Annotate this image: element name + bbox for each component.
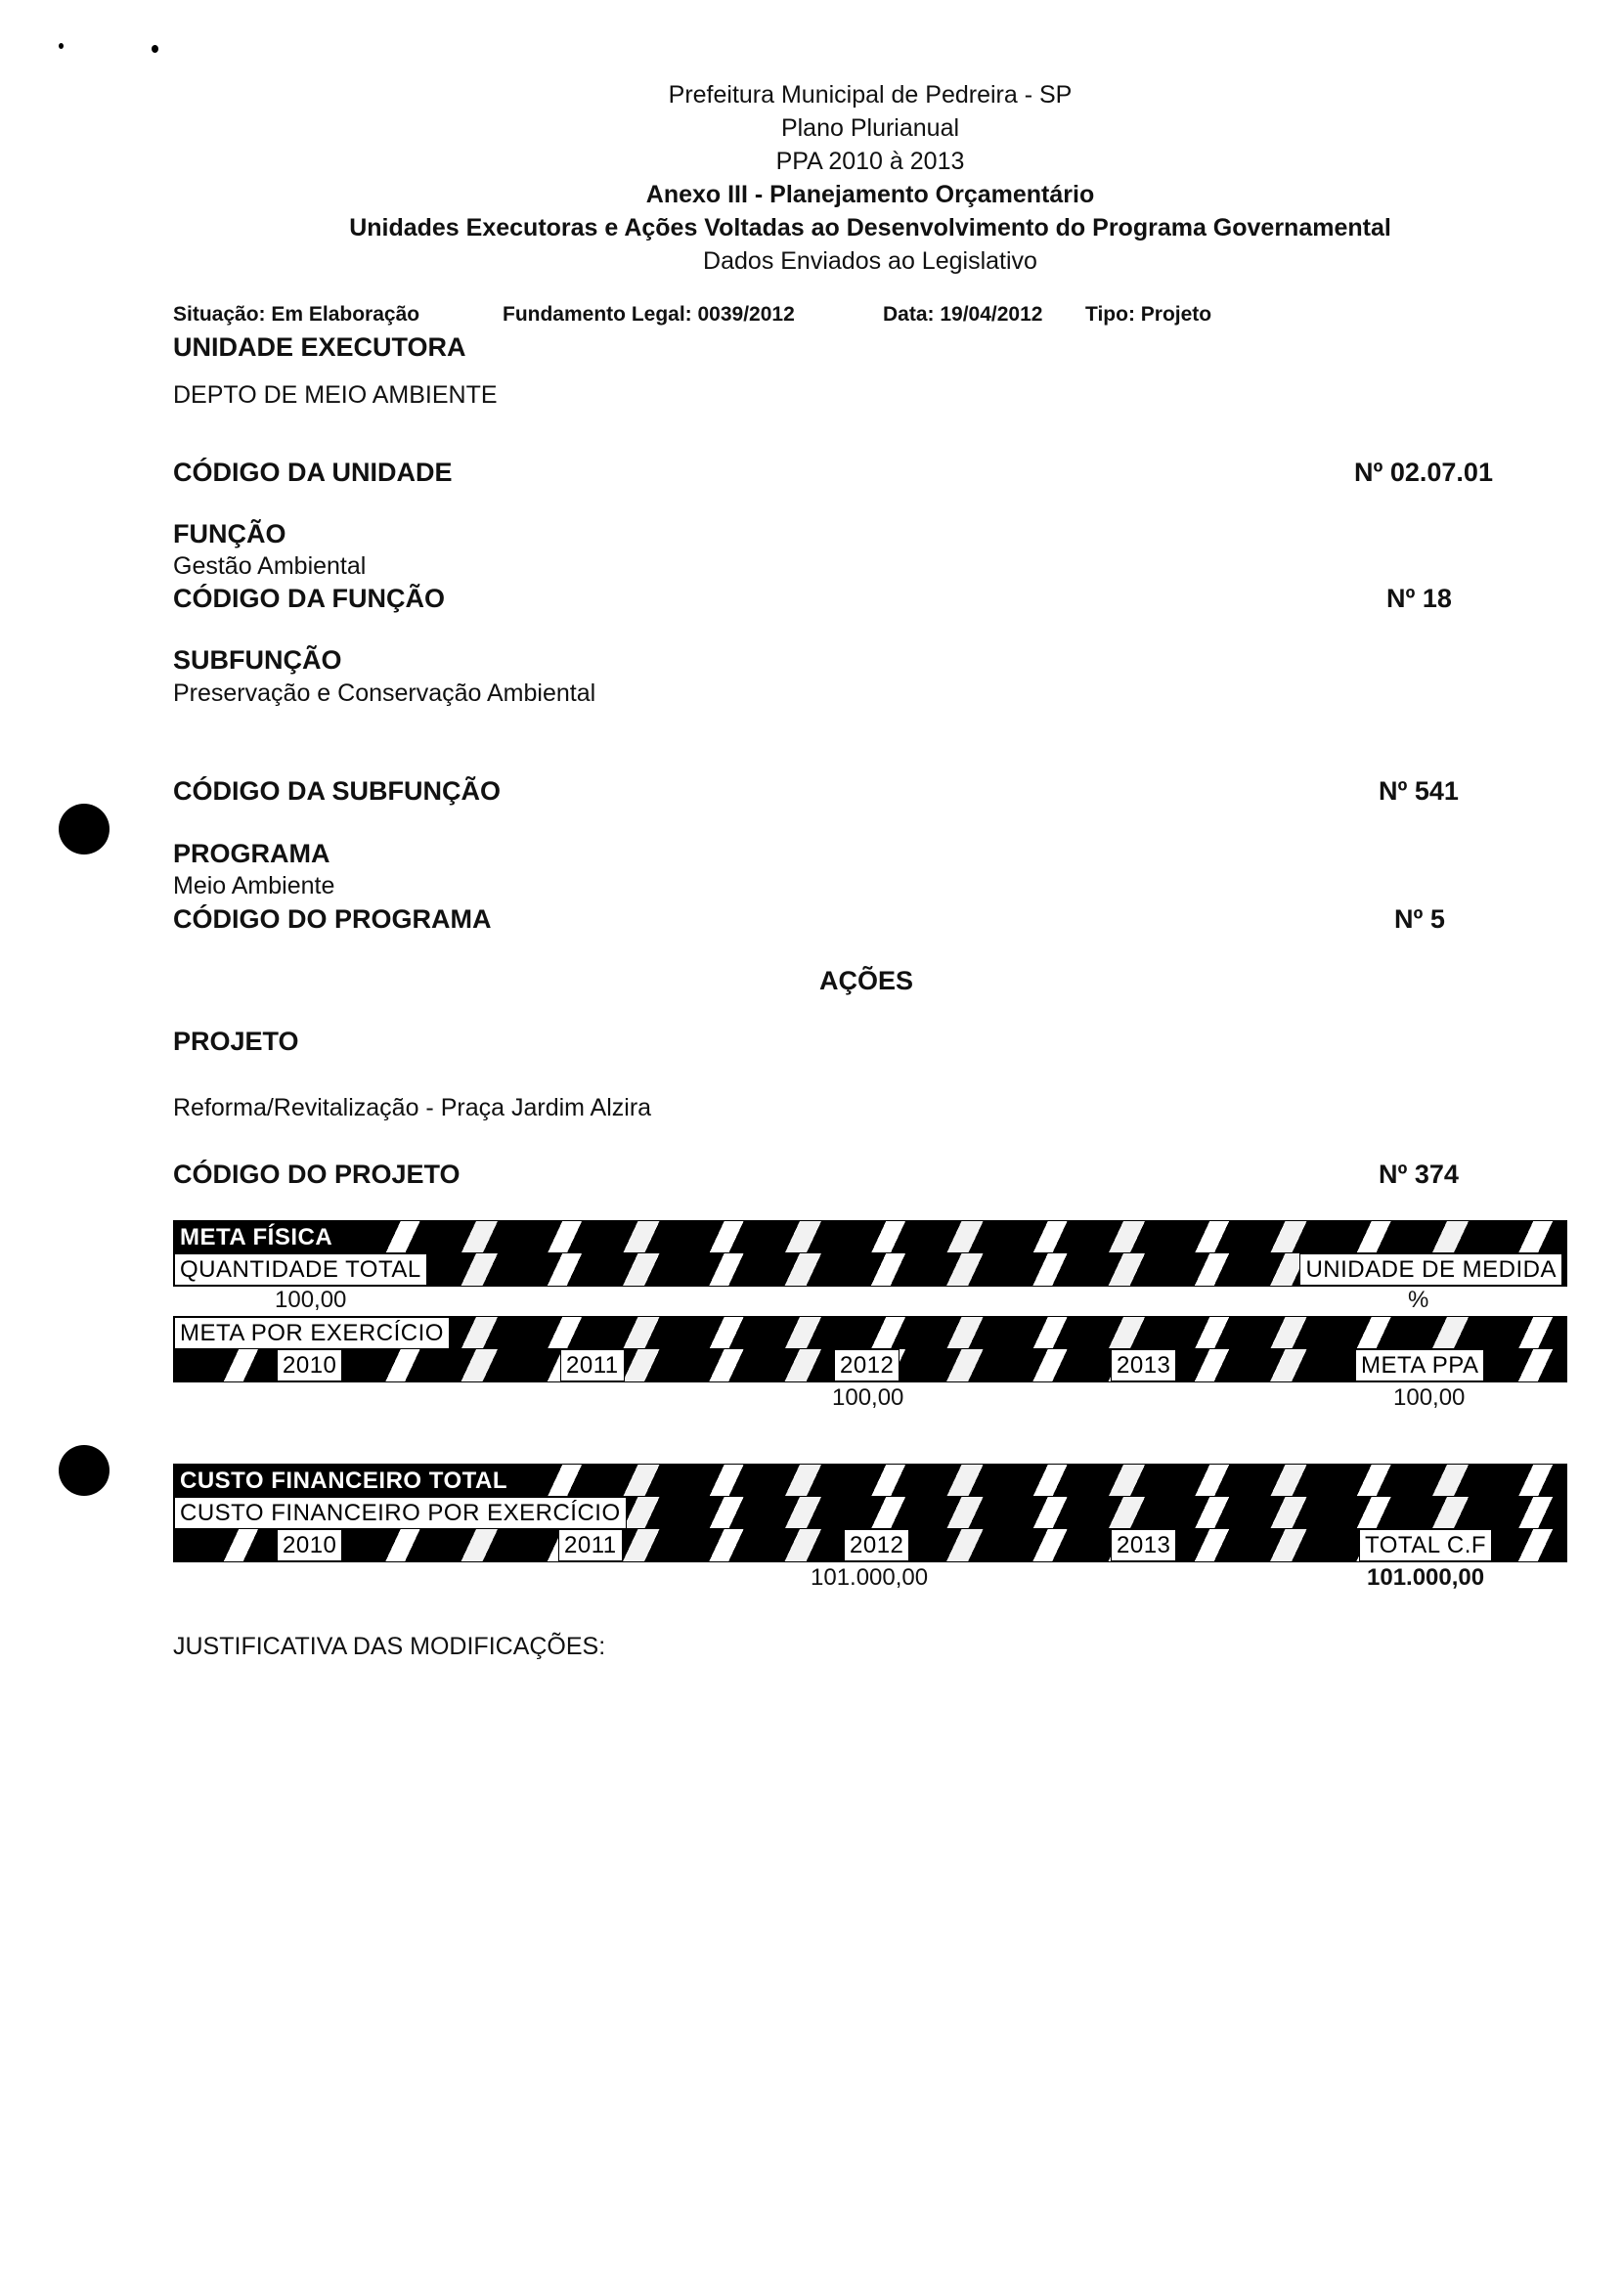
codigo-projeto-label: CÓDIGO DO PROJETO [173, 1160, 461, 1189]
custo-years-band [173, 1528, 1567, 1562]
acoes-heading: AÇÕES [819, 966, 914, 995]
meta-years-band [173, 1348, 1567, 1382]
custo-2012-value: 101.000,00 [811, 1564, 929, 1591]
scan-speck [152, 45, 158, 53]
scan-speck [59, 43, 64, 49]
meta-year-2010: 2010 [277, 1349, 342, 1381]
meta-fisica-title: META FÍSICA [174, 1221, 338, 1253]
meta-year-2012: 2012 [834, 1349, 900, 1381]
projeto-label: PROJETO [173, 1027, 299, 1056]
programa-value: Meio Ambiente [173, 872, 335, 899]
situacao: Situação: Em Elaboração [173, 303, 420, 326]
programa-label: PROGRAMA [173, 839, 330, 868]
header-status: Dados Enviados ao Legislativo [703, 247, 1037, 275]
subfuncao-value: Preservação e Conservação Ambiental [173, 679, 596, 707]
codigo-subfuncao-label: CÓDIGO DA SUBFUNÇÃO [173, 776, 501, 806]
header-annex: Anexo III - Planejamento Orçamentário [645, 181, 1095, 208]
custo-title-band [173, 1464, 1567, 1498]
meta-year-2013: 2013 [1111, 1349, 1176, 1381]
codigo-subfuncao-value: Nº 541 [1379, 776, 1459, 806]
custo-por-exercicio-band [173, 1496, 1567, 1530]
quantidade-total-label: QUANTIDADE TOTAL [174, 1253, 427, 1286]
meta-year-2011: 2011 [560, 1349, 625, 1381]
meta-por-exercicio-band [173, 1316, 1567, 1350]
unidade-medida-value: % [1408, 1287, 1429, 1313]
codigo-funcao-label: CÓDIGO DA FUNÇÃO [173, 584, 445, 613]
codigo-unidade-value: Nº 02.07.01 [1354, 458, 1493, 487]
punch-hole [59, 1445, 110, 1496]
header-ppa: PPA 2010 à 2013 [775, 148, 965, 175]
codigo-unidade-label: CÓDIGO DA UNIDADE [173, 458, 453, 487]
projeto-value: Reforma/Revitalização - Praça Jardim Alzira [173, 1094, 652, 1121]
custo-title: CUSTO FINANCEIRO TOTAL [174, 1465, 513, 1497]
fundamento-legal: Fundamento Legal: 0039/2012 [503, 303, 795, 326]
codigo-projeto-value: Nº 374 [1379, 1160, 1459, 1189]
codigo-programa-label: CÓDIGO DO PROGRAMA [173, 904, 492, 934]
funcao-label: FUNÇÃO [173, 519, 286, 548]
header-municipality: Prefeitura Municipal de Pedreira - SP [668, 81, 1073, 109]
tipo: Tipo: Projeto [1085, 303, 1212, 326]
meta-por-exercicio-label: META POR EXERCÍCIO [174, 1317, 450, 1349]
header-plan: Plano Plurianual [780, 114, 960, 142]
codigo-funcao-value: Nº 18 [1386, 584, 1452, 613]
quantidade-total-value: 100,00 [275, 1287, 347, 1313]
unidade-label: UNIDADE EXECUTORA [173, 332, 466, 362]
codigo-programa-value: Nº 5 [1394, 904, 1445, 934]
custo-total-value: 101.000,00 [1367, 1564, 1485, 1591]
data: Data: 19/04/2012 [883, 303, 1043, 326]
custo-por-exercicio-label: CUSTO FINANCEIRO POR EXERCÍCIO [174, 1497, 627, 1529]
meta-fisica-title-band [173, 1220, 1567, 1254]
custo-year-2011: 2011 [558, 1529, 623, 1561]
meta-2012-value: 100,00 [832, 1384, 904, 1411]
meta-ppa-label: META PPA [1355, 1349, 1484, 1381]
custo-total-label: TOTAL C.F [1359, 1529, 1492, 1561]
meta-ppa-value: 100,00 [1393, 1384, 1466, 1411]
custo-year-2010: 2010 [277, 1529, 342, 1561]
custo-year-2013: 2013 [1111, 1529, 1176, 1561]
subfuncao-label: SUBFUNÇÃO [173, 645, 342, 675]
header-subtitle: Unidades Executoras e Ações Voltadas ao Desenvolvimento do Programa Governamental [349, 214, 1391, 241]
justificativa-label: JUSTIFICATIVA DAS MODIFICAÇÕES: [173, 1633, 606, 1660]
unidade-value: DEPTO DE MEIO AMBIENTE [173, 381, 498, 409]
meta-fisica-quantity-band [173, 1252, 1567, 1287]
unidade-medida-label: UNIDADE DE MEDIDA [1299, 1253, 1562, 1286]
custo-year-2012: 2012 [844, 1529, 909, 1561]
punch-hole [59, 804, 110, 855]
funcao-value: Gestão Ambiental [173, 552, 367, 580]
